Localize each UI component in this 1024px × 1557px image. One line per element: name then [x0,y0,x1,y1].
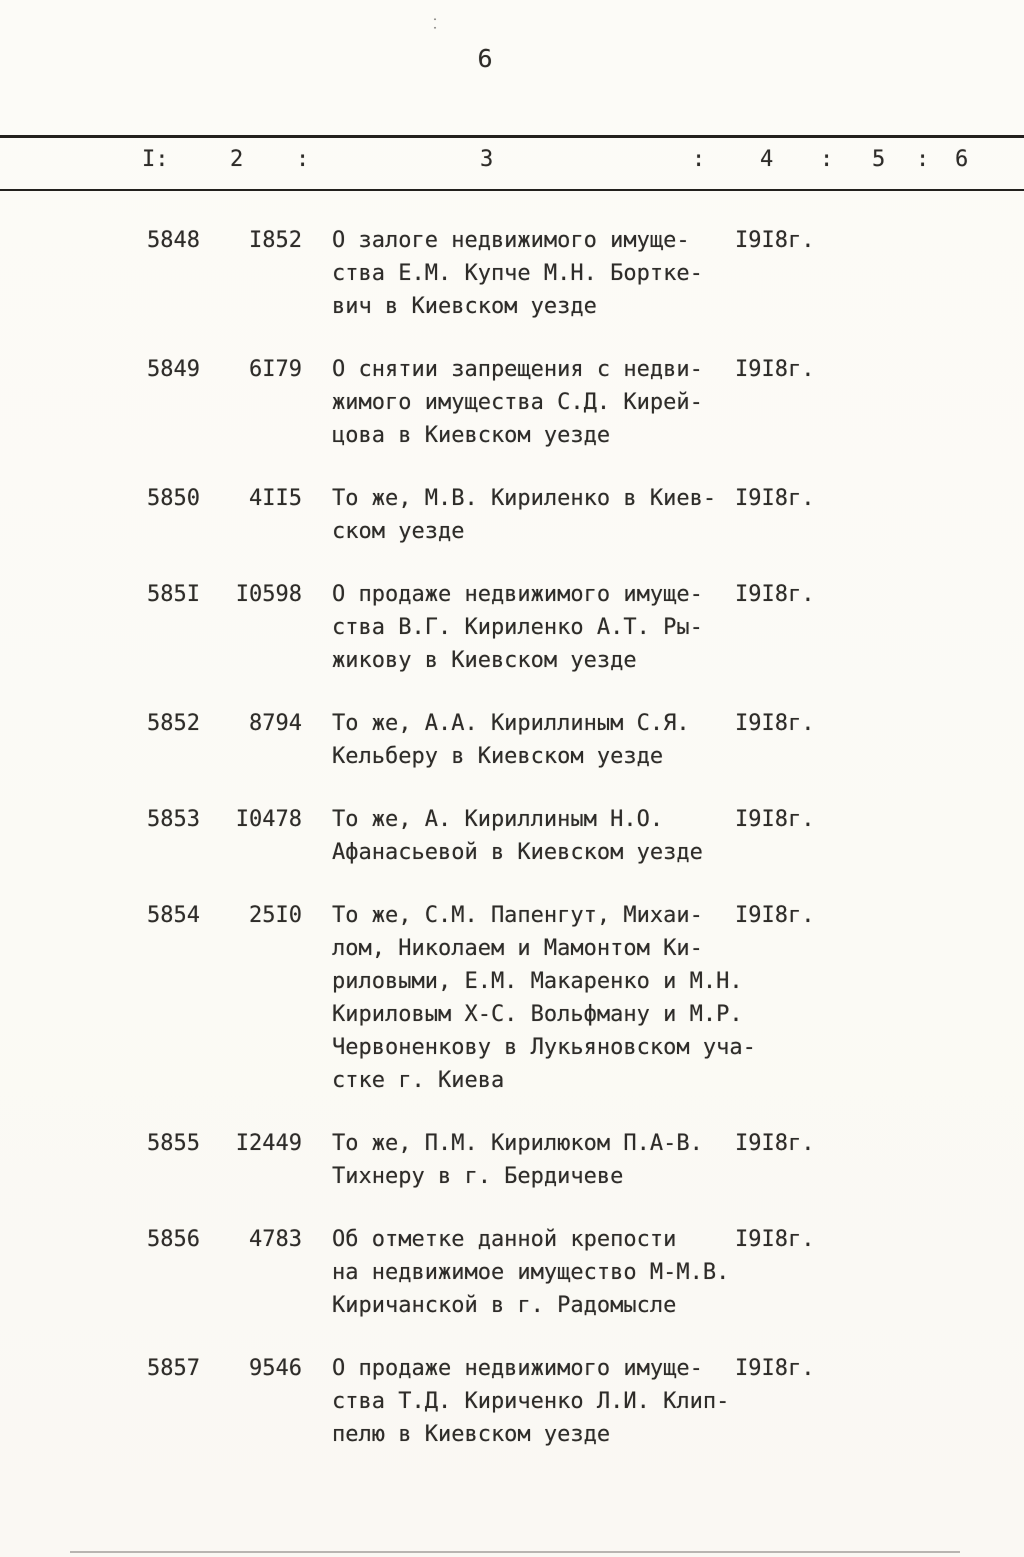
row-title-line: ском уезде [332,519,465,544]
row-title [302,224,735,323]
table-row [0,482,1024,548]
table-body [0,224,1024,1481]
table-row [0,803,1024,869]
row-title-line: О продаже недвижимого имуще- [332,1356,703,1381]
header-cell: I: [142,147,169,172]
row-title-line: стке г. Киева [332,1068,505,1093]
header-cell: 2 [230,147,244,172]
row-title-line: Червоненкову в Лукьяновском уча- [332,1035,756,1060]
row-file-number: 4783 [249,1227,302,1252]
row-title-line: О залоге недвижимого имуще- [332,228,690,253]
row-title-line: вич в Киевском уезде [332,294,597,319]
row-title-line: на недвижимое имущество М-М.В. [332,1260,730,1285]
row-year: I9I8г. [735,486,815,511]
row-title-line: жимого имущества С.Д. Кирей- [332,390,703,415]
row-file-number: I0598 [235,582,302,607]
header-cell: 5 [872,147,886,172]
row-file-number: I2449 [235,1131,302,1156]
row-entry-number: 585I [147,582,200,607]
row-entry-number: 5854 [147,903,200,928]
table-header-rule-top [0,135,1024,138]
row-title [302,899,756,1097]
row-title-line: То же, М.В. Кириленко в Киев- [332,486,717,511]
row-year: I9I8г. [735,807,815,832]
row-title [302,353,735,452]
row-title-line: жикову в Киевском уезде [332,648,637,673]
header-cell: 6 [955,147,969,172]
table-row [0,353,1024,452]
row-title-line: То же, П.М. Кирилюком П.А-В. [332,1131,703,1156]
row-entry-number: 5853 [147,807,200,832]
row-entry-number: 5850 [147,486,200,511]
row-title-line: ства Е.М. Купче М.Н. Бортке- [332,261,703,286]
table-row [0,1352,1024,1451]
row-year: I9I8г. [735,1356,815,1381]
row-title-line: О продаже недвижимого имуще- [332,582,703,607]
row-title-line: ства В.Г. Кириленко А.Т. Ры- [332,615,703,640]
row-year: I9I8г. [735,582,815,607]
row-year: I9I8г. [735,903,815,928]
row-file-number: I852 [249,228,302,253]
row-title-line: риловыми, Е.М. Макаренко и М.Н. [332,969,743,994]
row-entry-number: 5848 [147,228,200,253]
row-file-number: 8794 [249,711,302,736]
row-entry-number: 5855 [147,1131,200,1156]
row-title [302,1127,735,1193]
table-row [0,707,1024,773]
header-cell: : [692,147,706,172]
header-cell: : [296,147,310,172]
row-title [302,1352,735,1451]
row-title-line: Киричанской в г. Радомысле [332,1293,677,1318]
table-header-rule-bottom [0,189,1024,191]
row-title-line: Кириловым Х-С. Вольфману и М.Р. [332,1002,743,1027]
row-title [302,707,735,773]
row-title-line: ства Т.Д. Кириченко Л.И. Клип- [332,1389,730,1414]
page-number: 6 [477,44,493,73]
row-title-line: То же, А.А. Кириллиным С.Я. [332,711,690,736]
row-year: I9I8г. [735,228,815,253]
row-file-number: 9546 [249,1356,302,1381]
row-year: I9I8г. [735,357,815,382]
row-title-line: пелю в Киевском уезде [332,1422,611,1447]
row-title-line: Тихнеру в г. Бердичеве [332,1164,624,1189]
header-cell: 3 [480,147,494,172]
scan-speck-artifact: . · [432,12,444,34]
row-entry-number: 5857 [147,1356,200,1381]
table-header-row [0,147,1024,181]
row-file-number: 4II5 [249,486,302,511]
table-row [0,224,1024,323]
row-year: I9I8г. [735,1131,815,1156]
header-cell: : [820,147,834,172]
row-file-number: 25I0 [249,903,302,928]
row-title [302,1223,735,1322]
row-year: I9I8г. [735,711,815,736]
scan-edge-artifact [70,1551,960,1553]
row-title-line: цова в Киевском уезде [332,423,611,448]
row-title [302,482,735,548]
row-entry-number: 5852 [147,711,200,736]
row-title-line: Афанасьевой в Киевском уезде [332,840,703,865]
header-cell: 4 [760,147,774,172]
row-title-line: То же, С.М. Папенгут, Михаи- [332,903,703,928]
row-title-line: Об отметке данной крепости [332,1227,677,1252]
row-title [302,803,735,869]
table-row [0,1223,1024,1322]
row-title-line: То же, А. Кириллиным Н.О. [332,807,664,832]
row-title-line: О снятии запрещения с недви- [332,357,703,382]
row-title-line: Кельберу в Киевском уезде [332,744,664,769]
row-year: I9I8г. [735,1227,815,1252]
header-cell: : [916,147,930,172]
table-row [0,1127,1024,1193]
row-entry-number: 5856 [147,1227,200,1252]
table-row [0,578,1024,677]
row-file-number: 6I79 [249,357,302,382]
row-file-number: I0478 [235,807,302,832]
row-entry-number: 5849 [147,357,200,382]
row-title [302,578,735,677]
row-title-line: лом, Николаем и Мамонтом Ки- [332,936,703,961]
table-row [0,899,1024,1097]
